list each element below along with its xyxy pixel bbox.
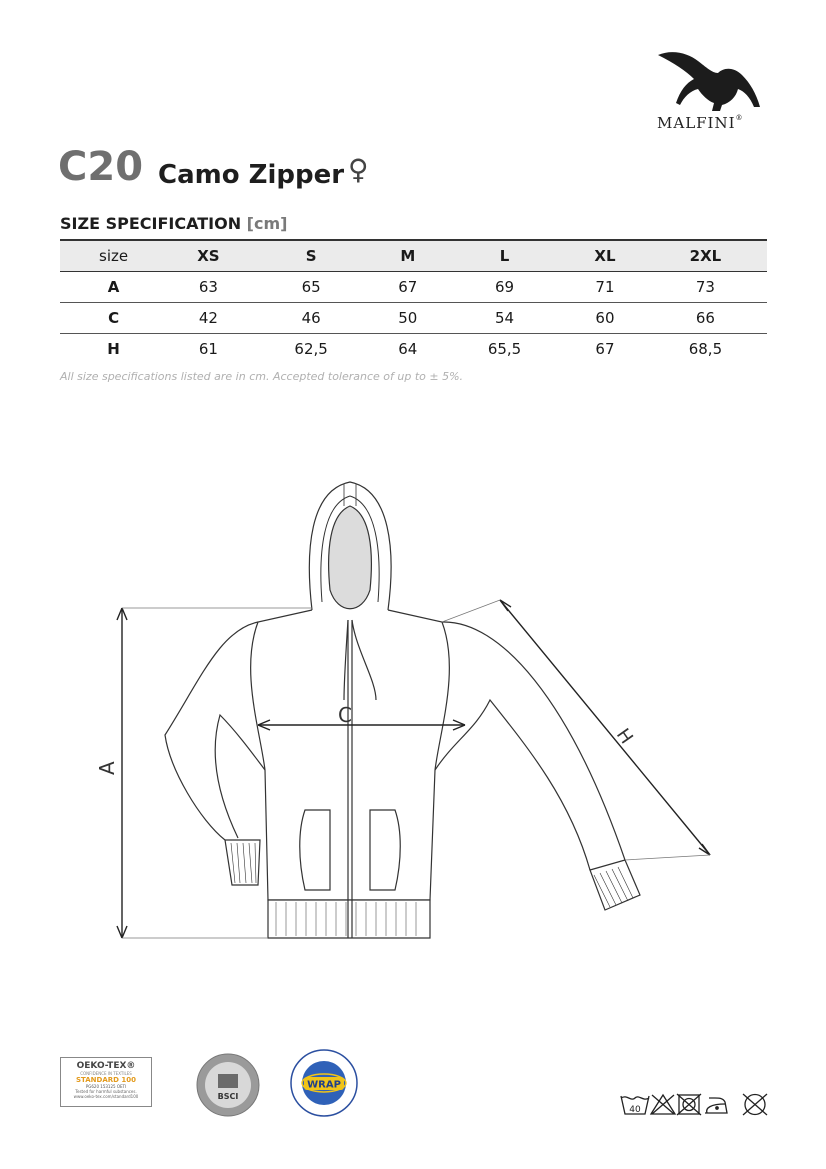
table-cell: 63 [198,278,218,296]
tolerance-note: All size specifications listed are in cm. Accepted tolerance of up to ± 5%. [60,370,464,383]
table-cell: 60 [595,309,615,327]
no-bleach-icon [651,1095,675,1114]
oeko-id: PG620 153125 OETI [85,1084,127,1089]
table-row [60,272,767,303]
table-cell: 42 [198,309,218,327]
no-tumble-dry-icon [677,1094,701,1115]
table-cell: 71 [595,278,615,296]
row-label: C [108,309,120,327]
pocket-left [300,810,330,890]
row-label: H [107,340,120,358]
header-xl: XL [594,247,616,265]
brand-name-text: MALFINI [657,114,736,132]
label-c: C [338,703,352,727]
oeko-subtitle: CONFIDENCE IN TEXTILES [80,1071,132,1076]
table-cell: 61 [198,340,218,358]
header-2xl: 2XL [689,247,722,265]
header-s: S [305,247,317,265]
table-cell: 54 [494,309,515,327]
oeko-url: www.oeko-tex.com/standard100 [73,1094,139,1099]
brand-name [657,114,744,132]
table-cell: 68,5 [688,340,723,358]
female-symbol-icon: ♀ [348,153,369,186]
product-code: C20 [58,144,144,190]
table-cell: 62,5 [294,340,328,358]
table-cell: 66 [695,309,715,327]
wash-40-icon [621,1096,649,1115]
hem-ribbing [268,900,430,938]
header-l: L [499,247,510,265]
hoodie-measurement-diagram [95,470,730,950]
header-size: size [99,247,129,265]
body-outline [251,610,450,900]
registered-mark: ® [735,114,744,122]
label-h: H [611,724,637,748]
table-cell: 65 [301,278,321,296]
table-cell: 64 [398,340,418,358]
hood-opening [329,506,372,609]
care-symbols [619,1092,771,1118]
spec-title-text: SIZE SPECIFICATION [60,214,242,233]
size-table [60,239,767,364]
wash-temp: 40 [629,1105,641,1115]
oeko-tested: Tested for harmful substances. [75,1089,137,1094]
spec-unit: [cm] [246,214,288,233]
right-sleeve [435,622,625,872]
left-cuff [225,840,260,885]
spec-title [60,214,287,233]
table-cell: 46 [301,309,321,327]
zipper [348,620,352,938]
wrap-badge [289,1048,359,1118]
header-xs: XS [197,247,220,265]
size-table-header [60,240,767,272]
pocket-right [370,810,400,890]
header-m: M [400,247,416,265]
table-cell: 65,5 [487,340,522,358]
bsci-hands-icon [218,1074,238,1088]
drawstrings [344,620,376,700]
table-cell: 67 [398,278,418,296]
table-row [60,334,767,365]
iron-low-icon [705,1098,727,1113]
label-a: A [95,761,119,775]
row-label: A [107,278,120,296]
oeko-tex-badge [60,1057,152,1107]
table-row [60,303,767,334]
bsci-badge [195,1052,261,1118]
left-sleeve [165,622,258,840]
product-name: Camo Zipper [158,160,345,190]
oeko-standard: STANDARD 100 [75,1076,137,1084]
bsci-label: BSCI [217,1092,239,1101]
wrap-label: WRAP [307,1079,341,1091]
table-cell: 67 [595,340,615,358]
measure-h-line [500,600,710,855]
table-cell: 73 [695,278,715,296]
oeko-title: OEKO-TEX® [76,1061,136,1071]
table-cell: 50 [398,309,418,327]
table-cell: 69 [494,278,515,296]
no-dry-clean-icon [743,1094,767,1115]
